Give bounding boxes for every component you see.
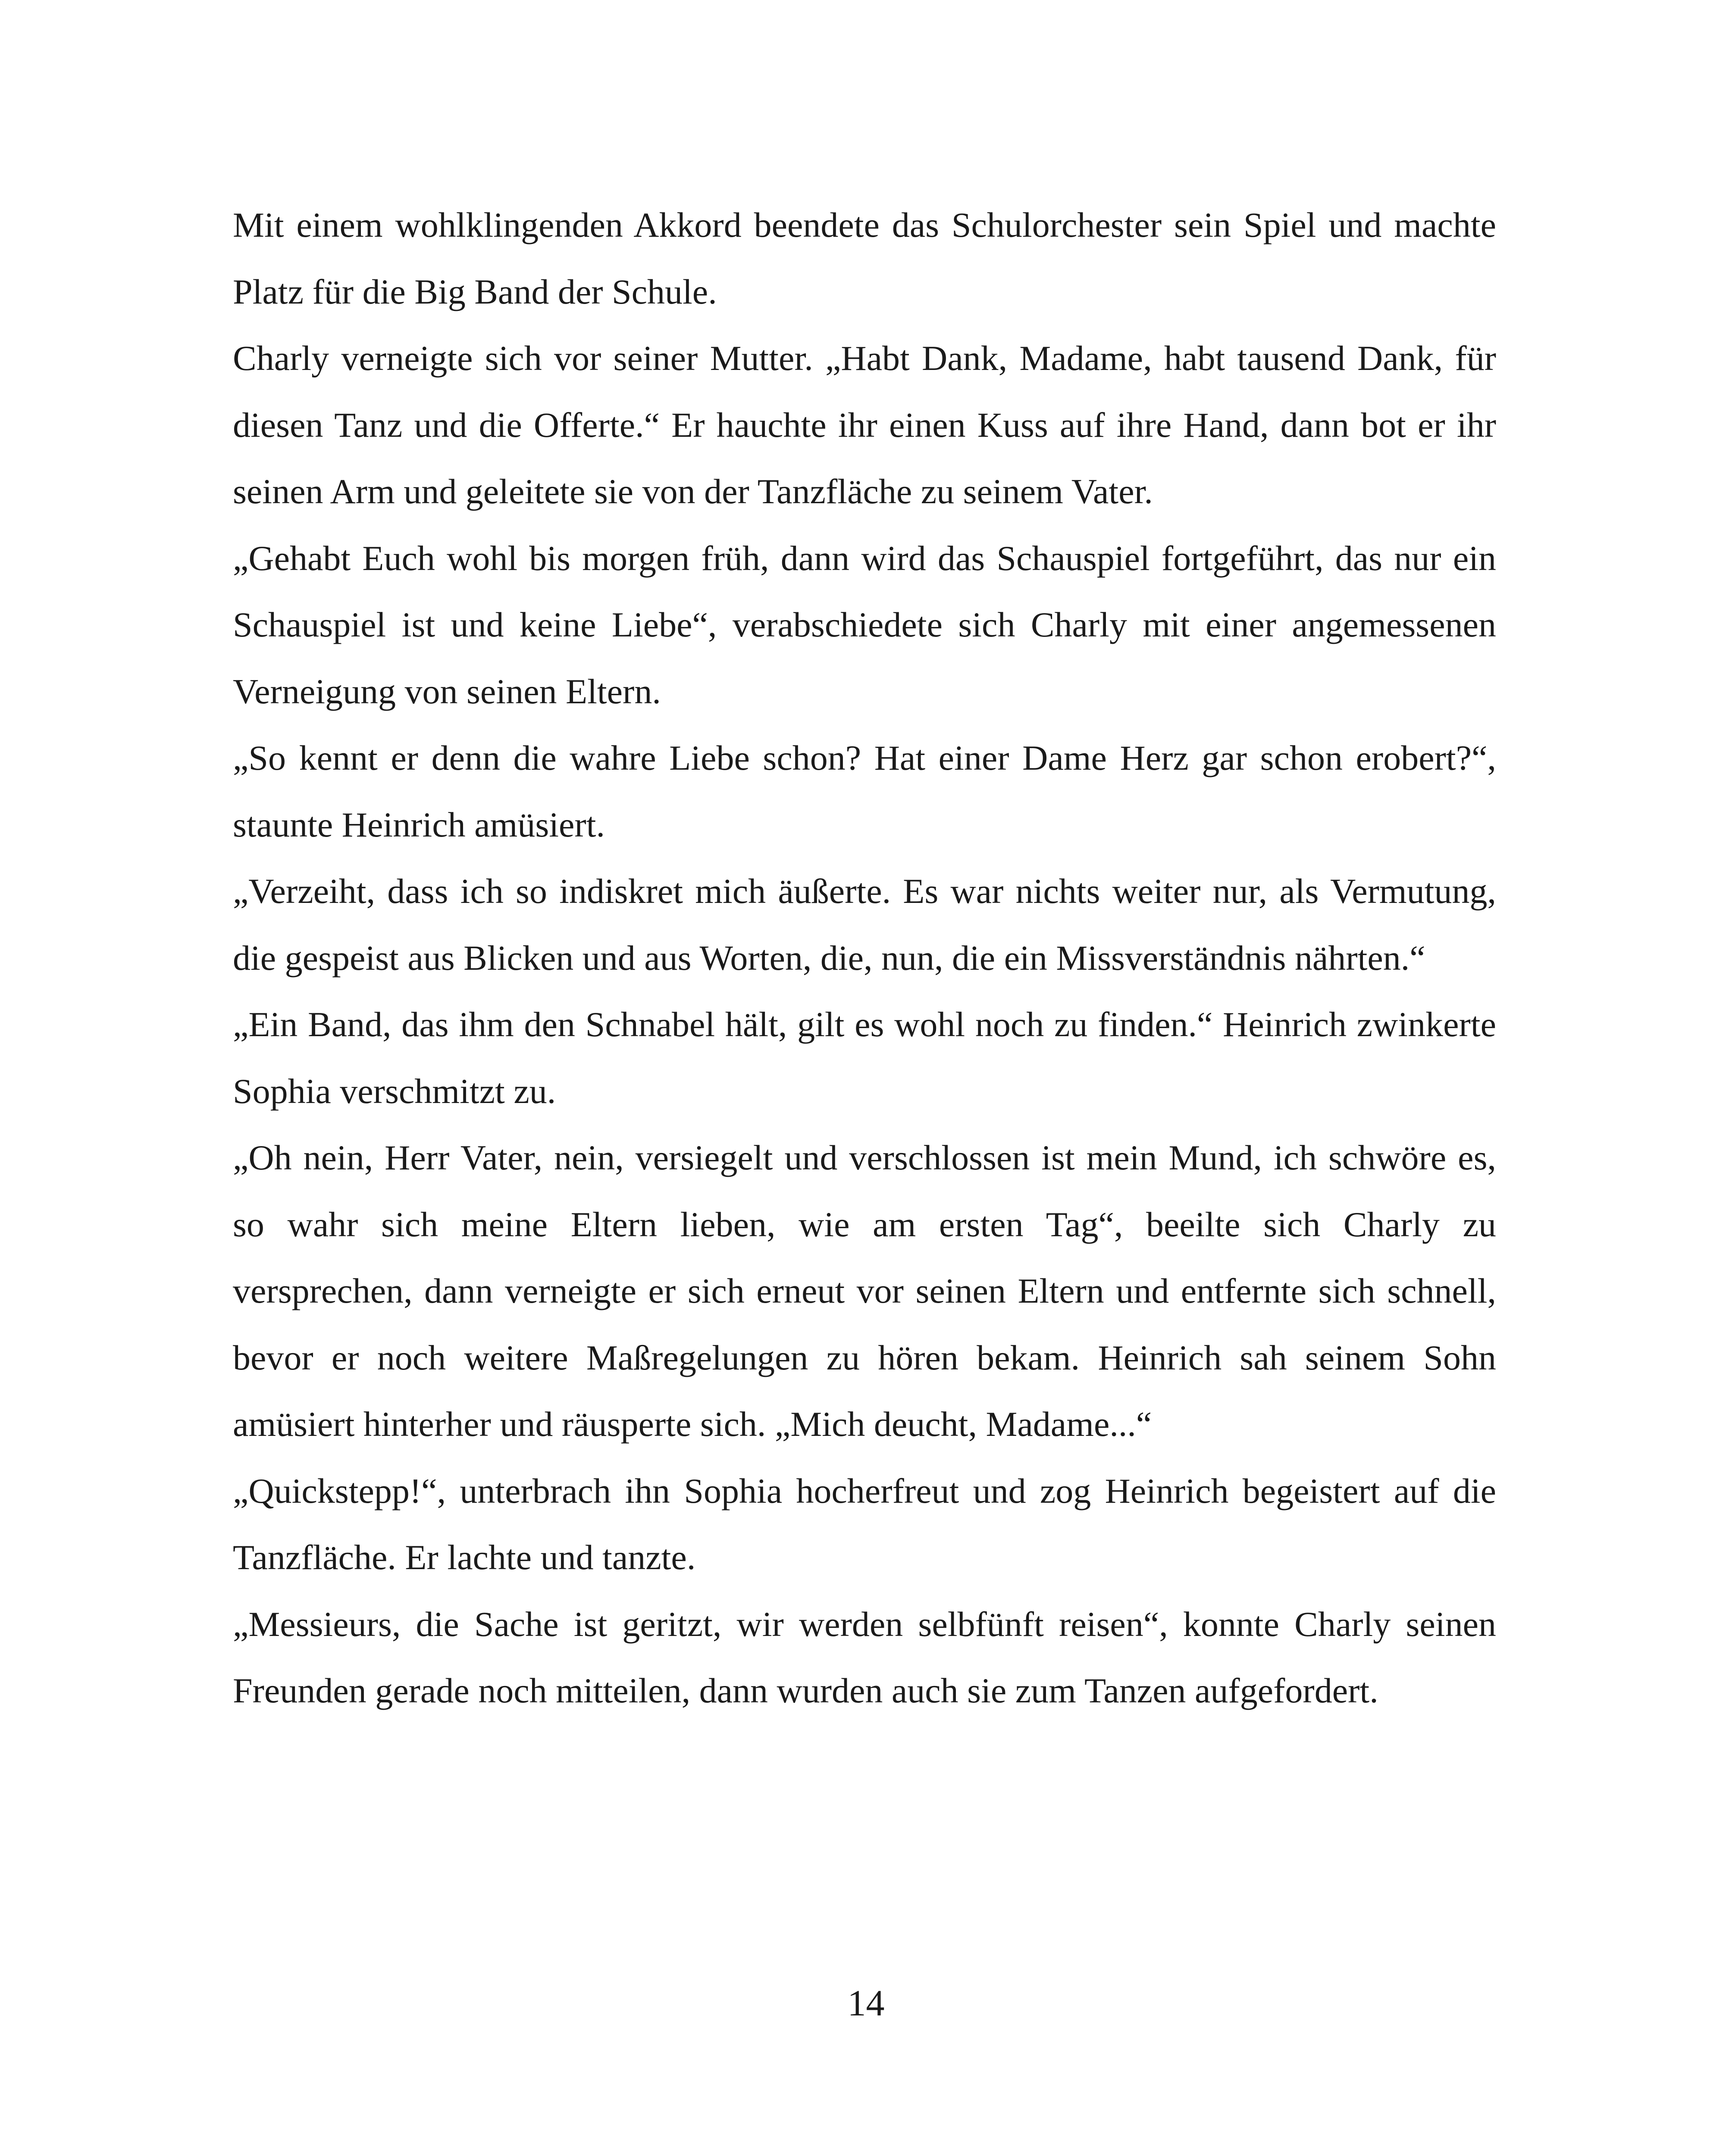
paragraph: „Ein Band, das ihm den Schnabel hält, gilt es wohl noch zu finden.“ Heinrich zwinkerte Sophia verschmitzt zu. bbox=[233, 1005, 1496, 1111]
paragraph: Charly verneigte sich vor seiner Mutter. „Habt Dank, Madame, habt tausend Dank, für diesen Tanz und die Offerte.“ Er hauchte ihr einen Kuss auf ihre Hand, dann bot er ihr seinen Arm und geleitete sie von der Tanzfläche zu seinem Vater. bbox=[233, 338, 1496, 511]
paragraph: „So kennt er denn die wahre Liebe schon? Hat einer Dame Herz gar schon erobert?“, staunte Heinrich amüsiert. bbox=[233, 738, 1496, 844]
page-number: 14 bbox=[847, 1982, 885, 2024]
paragraph: „Gehabt Euch wohl bis morgen früh, dann wird das Schauspiel fortgeführt, das nur ein Schauspiel ist und keine Liebe“, verabschiedete sich Charly mit einer angemessenen Verneigung von seinen Eltern. bbox=[233, 538, 1496, 711]
paragraph: „Oh nein, Herr Vater, nein, versiegelt und verschlossen ist mein Mund, ich schwöre es, so wahr sich meine Eltern lieben, wie am ersten Tag“, beeilte sich Charly zu versprechen, dann verneigte er sich erneut vor seinen Eltern und entfernte sich schnell, bevor er noch weitere Maßregelungen zu hören bekam. Heinrich sah seinem Sohn amüsiert hinterher und räusperte sich. „Mich deucht, Madame...“ bbox=[233, 1138, 1496, 1444]
paragraph: „Verzeiht, dass ich so indiskret mich äußerte. Es war nichts weiter nur, als Vermutung, die gespeist aus Blicken und aus Worten, die, nun, die ein Missverständnis nährten.“ bbox=[233, 871, 1496, 978]
paragraph: Mit einem wohlklingenden Akkord beendete das Schulorchester sein Spiel und machte Platz für die Big Band der Schule. bbox=[233, 205, 1496, 311]
paragraph: „Messieurs, die Sache ist geritzt, wir werden selbfünft reisen“, konnte Charly seinen Freunden gerade noch mitteilen, dann wurden auch sie zum Tanzen aufgefordert. bbox=[233, 1604, 1496, 1710]
paragraph: „Quickstepp!“, unterbrach ihn Sophia hocherfreut und zog Heinrich begeistert auf die Tanzfläche. Er lachte und tanzte. bbox=[233, 1471, 1496, 1577]
body-text bbox=[233, 192, 1496, 1724]
